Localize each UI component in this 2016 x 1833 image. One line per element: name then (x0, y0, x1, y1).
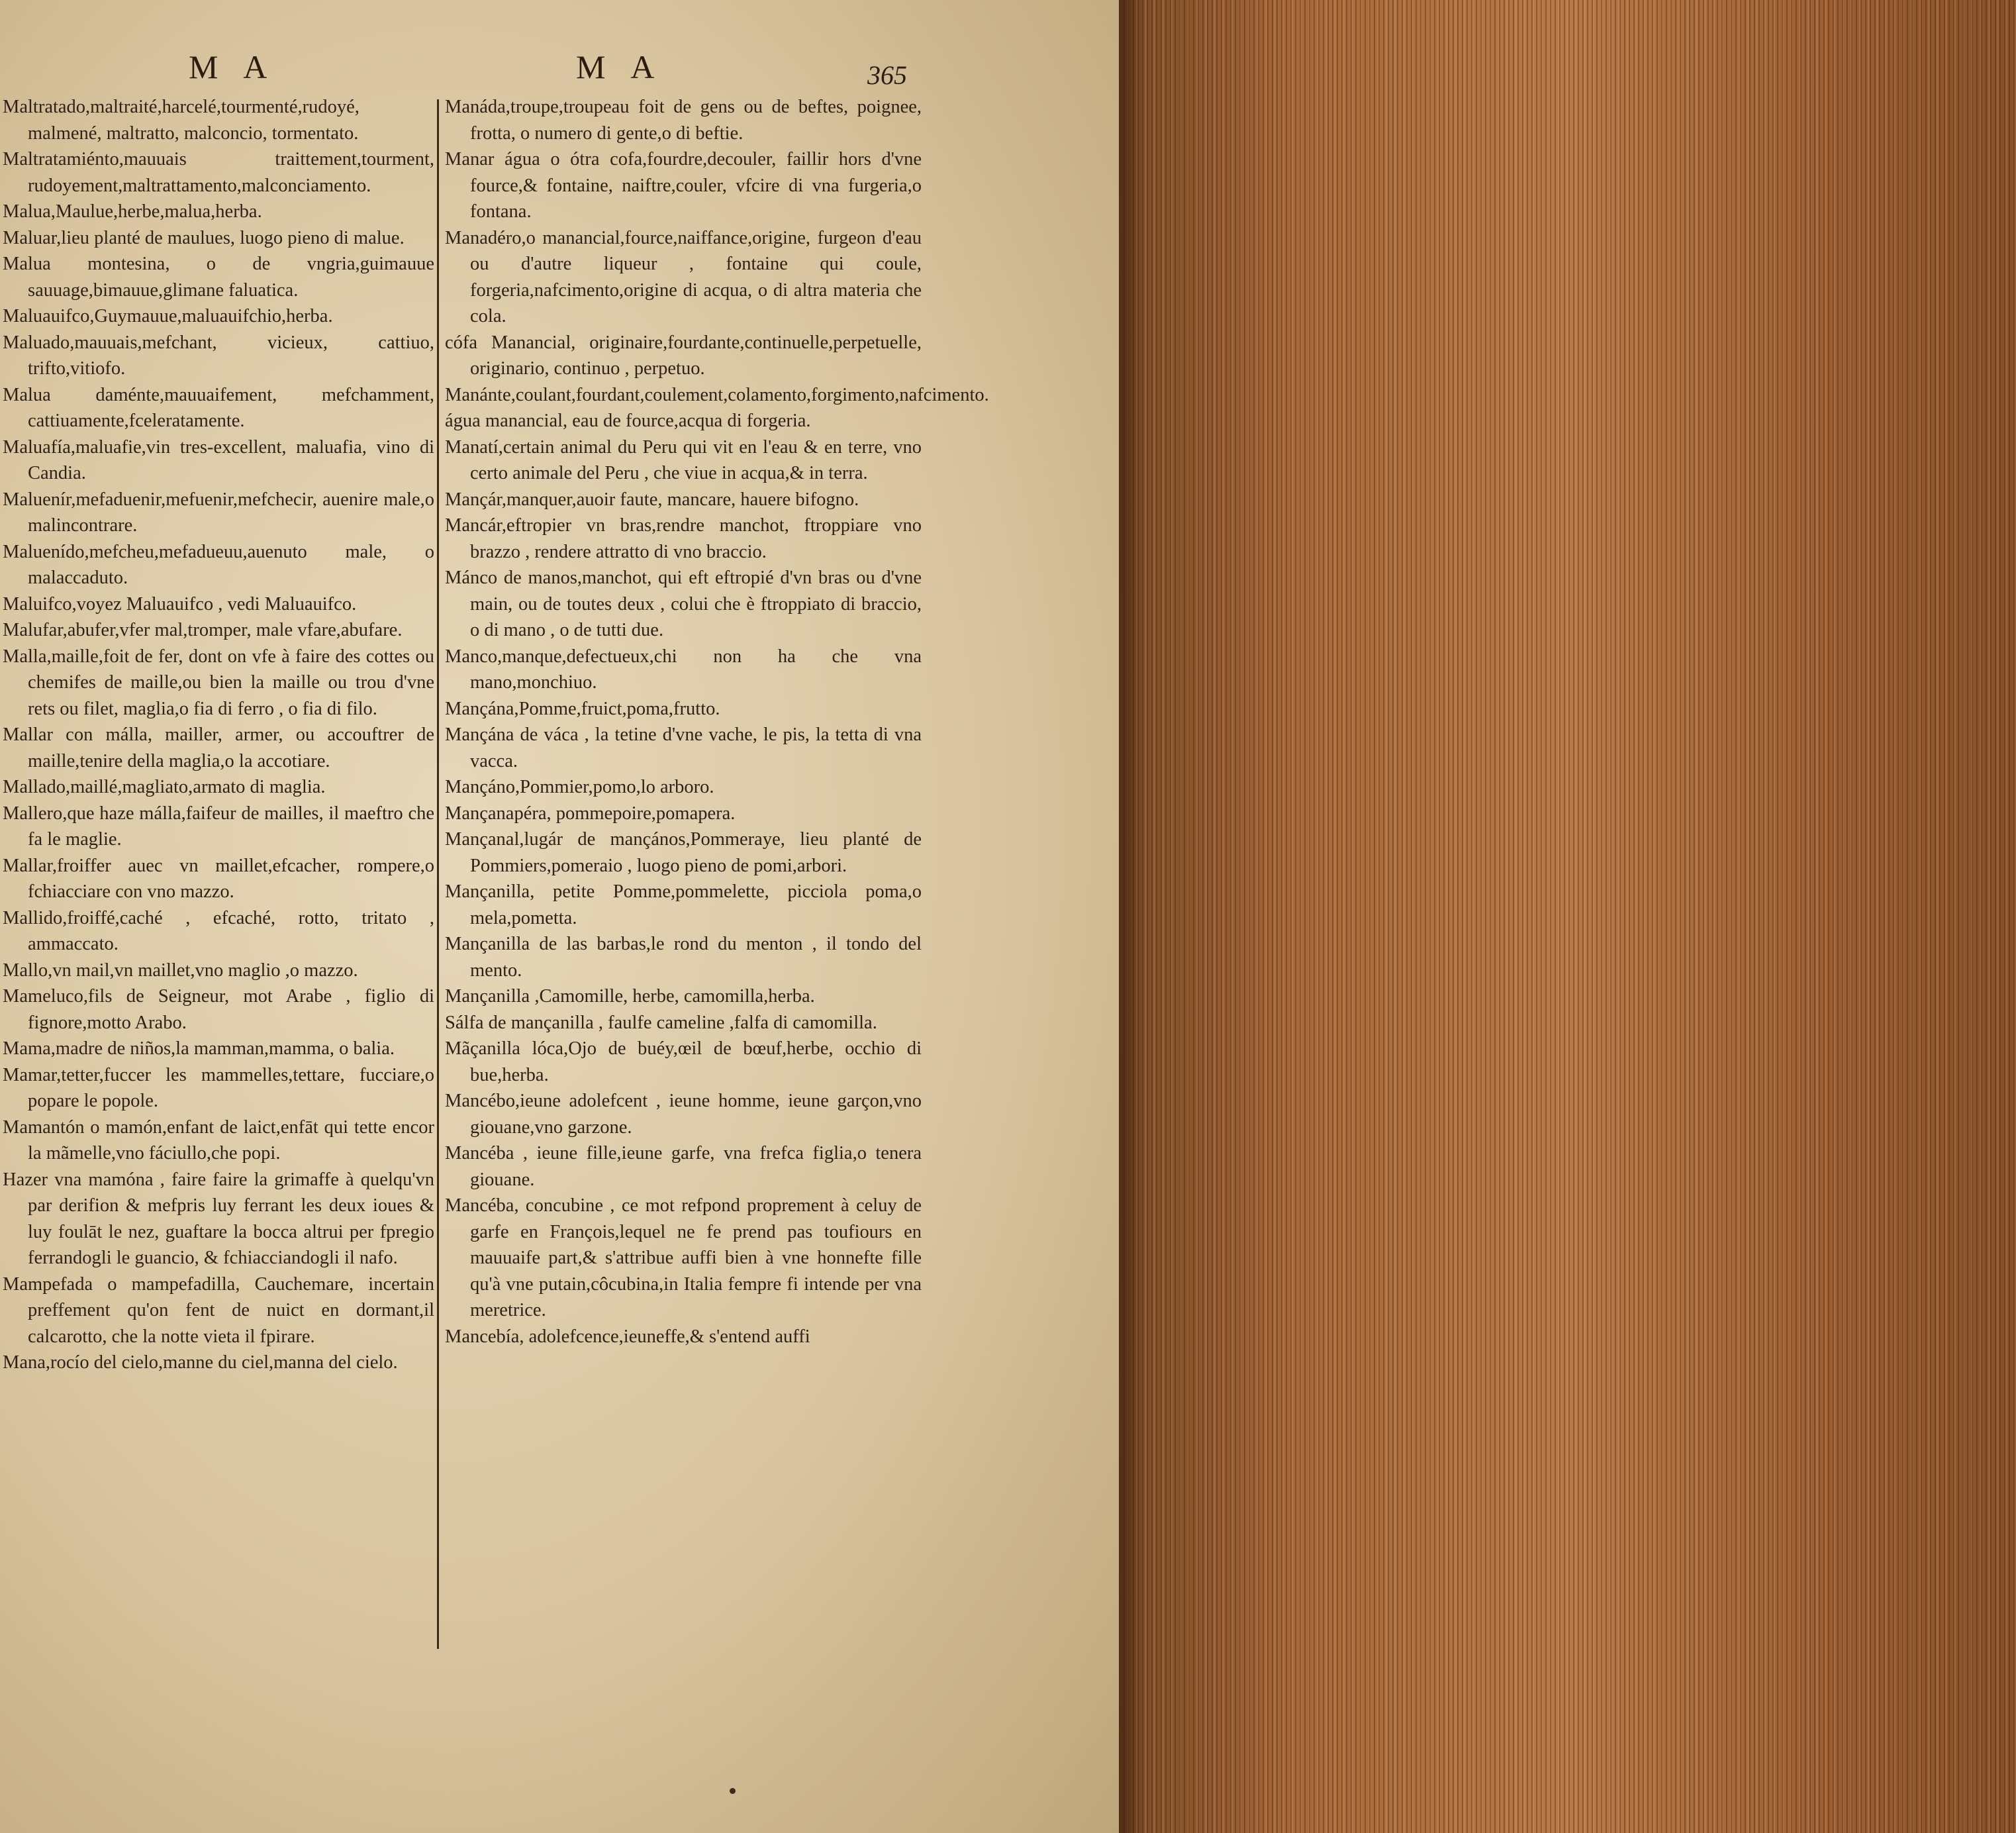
dictionary-entry: Mallar,froiffer auec vn maillet,efcacher, rompere,o fchiacciare con vno mazzo. (3, 855, 434, 902)
dictionary-entry: Maluafía,maluafie,vin tres-excellent, maluafia, vino di Candia. (3, 436, 434, 483)
dictionary-entry: Mameluco,fils de Seigneur, mot Arabe , figlio di fignore,motto Arabo. (3, 986, 434, 1033)
dictionary-entry: Maluauifco,Guymauue,maluauifchio,herba. (3, 306, 333, 326)
dictionary-entry: Mancár,eftropier vn bras,rendre manchot, ftroppiare vno brazzo , rendere attratto di vno braccio. (445, 515, 922, 562)
dictionary-entry: Mallo,vn mail,vn maillet,vno maglio ,o mazzo. (3, 960, 358, 981)
dictionary-entry: Mánco de manos,manchot, qui eft eftropié d'vn bras ou d'vne main, ou de toutes deux , colui che è ftroppiato di braccio, o di mano , o de tutti due. (445, 568, 922, 640)
dictionary-entry: Maluenír,mefaduenir,mefuenir,mefchecir, auenire male,o malincontrare. (3, 489, 434, 536)
dictionary-entry: Mallero,que haze málla,faifeur de mailles, il maeftro che fa le maglie. (3, 803, 434, 850)
dictionary-entry: Maluifco,voyez Maluauifco , vedi Maluauifco. (3, 593, 357, 615)
page-number: 365 (867, 60, 907, 90)
dictionary-entry: Mançanal,lugár de mançános,Pommeraye, lieu planté de Pommiers,pomeraio , luogo pieno de pomi,arbori. (445, 829, 922, 876)
column-rule (437, 99, 439, 1649)
dictionary-entry: Mançáno,Pommier,pomo,lo arboro. (445, 777, 714, 797)
dictionary-entry: Hazer vna mamóna , faire faire la grimaffe à quelqu'vn par derifion & mefpris luy ferrant les deux ioues & luy foulāt le nez, guaftare la bocca altrui per fpregio ferrandogli le guancio, & fchiacciandogli il nafo. (3, 1169, 434, 1268)
dictionary-entry: Mancéba , ieune fille,ieune garfe, vna frefca figlia,o tenera giouane. (445, 1143, 922, 1190)
gutter-shadow (1119, 0, 1145, 1833)
dictionary-entry: Mancéba, concubine , ce mot refpond proprement à celuy de garfe en François,lequel ne fe prend pas toufiours en mauuaife part,& s'attribue auffi bien à vne honnefte fille qu'à vne putain,côcubina,in Italia fempre fi intende per vna meretrice. (445, 1195, 922, 1320)
dictionary-entry: Maltratado,maltraité,harcelé,tourmenté,rudoyé, malmené, maltratto, malconcio, tormentato. (3, 97, 360, 144)
dictionary-entry: Mama,madre de niños,la mamman,mamma, o balia. (3, 1038, 395, 1059)
dictionary-entry: Mancebía, adolefcence,ieuneffe,& s'entend auffi (445, 1326, 810, 1347)
dictionary-entry: Mamar,tetter,fuccer les mammelles,tettare, fucciare,o popare le popole. (3, 1064, 434, 1111)
dictionary-entry: Manadéro,o manancial,fource,naiffance,origine, furgeon d'eau ou d'autre liqueur , fontaine qui coule, forgeria,nafcimento,origine di acqua, o di altra materia che cola. (445, 227, 922, 326)
dictionary-entry: Mançanapéra, pommepoire,pomapera. (445, 803, 736, 824)
dictionary-entry: Sálfa de mançanilla , faulfe cameline ,falfa di camomilla. (445, 1012, 877, 1033)
dictionary-entry: Manco,manque,defectueux,chi non ha che vna mano,monchiuo. (445, 646, 922, 693)
dictionary-entry: água manancial, eau de fource,acqua di forgeria. (445, 411, 811, 431)
dictionary-entry: Malufar,abufer,vfer mal,tromper, male vfare,abufare. (3, 620, 403, 640)
dictionary-entry: Manar água o ótra cofa,fourdre,decouler, faillir hors d'vne fource,& fontaine, naiftre,couler, vfcire di vna furgeria,o fontana. (445, 149, 922, 222)
dictionary-entry: cófa Manancial, originaire,fourdante,continuelle,perpetuelle, originario, continuo , perpetuo. (445, 332, 922, 379)
running-head-left: M A (189, 48, 277, 85)
dictionary-entry: Maluado,mauuais,mefchant, vicieux, cattiuo, trifto,vitiofo. (3, 332, 434, 379)
dictionary-entry: Malua,Maulue,herbe,malua,herba. (3, 201, 262, 222)
dictionary-entry: Mançanilla, petite Pomme,pommelette, picciola poma,o mela,pometta. (445, 881, 922, 928)
dictionary-entry: Mançána de váca , la tetine d'vne vache, le pis, la tetta di vna vacca. (445, 724, 922, 771)
dictionary-entry: Manatí,certain animal du Peru qui vit en l'eau & en terre, vno certo animale del Peru , che viue in acqua,& in terra. (445, 436, 922, 483)
dictionary-entry: Mallado,maillé,magliato,armato di maglia. (3, 777, 326, 797)
dictionary-entry: Mancébo,ieune adolefcent , ieune homme, ieune garçon,vno giouane,vno garzone. (445, 1091, 922, 1138)
dictionary-entry: Manáda,troupe,troupeau foit de gens ou de beftes, poignee, frotta, o numero di gente,o di beftie. (445, 97, 922, 144)
left-column (3, 94, 434, 1376)
dictionary-entry: Mampefada o mampefadilla, Cauchemare, incertain preffement qu'on fent de nuict en dormant,il calcarotto, che la notte vieta il fpirare. (3, 1273, 434, 1347)
ink-spot (730, 1788, 736, 1794)
dictionary-entry: Malua montesina, o de vngria,guimauue sauuage,bimauue,glimane faluatica. (3, 254, 434, 301)
dictionary-entry: Maluar,lieu planté de maulues, luogo pieno di malue. (3, 227, 405, 248)
dictionary-entry: Mançanilla de las barbas,le rond du menton , il tondo del mento. (445, 934, 922, 981)
dictionary-entry: Malla,maille,foit de fer, dont on vfe à faire des cottes ou chemifes de maille,ou bien la maille ou trou d'vne rets ou filet, maglia,o fia di ferro , o fia di filo. (3, 646, 434, 719)
dictionary-entry: Mançána,Pomme,fruict,poma,frutto. (445, 698, 720, 719)
dictionary-entry: Mançanilla ,Camomille, herbe, camomilla,herba. (445, 986, 815, 1007)
dictionary-entry: Mançár,manquer,auoir faute, mancare, hauere bifogno. (445, 489, 859, 510)
dictionary-entry: Malua daménte,mauuaifement, mefchamment, cattiuamente,fceleratamente. (3, 384, 434, 431)
dictionary-entry: Maluenído,mefcheu,mefadueuu,auenuto male, o malaccaduto. (3, 541, 434, 588)
dictionary-entry: Mallar con málla, mailler, armer, ou accouftrer de maille,tenire della maglia,o la accotiare. (3, 724, 434, 771)
book-page-edges (1119, 0, 2016, 1833)
dictionary-entry: Mana,rocío del cielo,manne du ciel,manna del cielo. (3, 1352, 398, 1373)
running-head-right: M A (576, 48, 664, 85)
dictionary-entry: Mamantón o mamón,enfant de laict,enfāt qui tette encor la mãmelle,vno fáciullo,che popi. (3, 1116, 434, 1164)
dictionary-entry: Manánte,coulant,fourdant,coulement,colamento,forgimento,nafcimento. (445, 384, 989, 405)
right-column (445, 94, 989, 1350)
dictionary-entry: Mallido,froiffé,caché , efcaché, rotto, tritato , ammaccato. (3, 907, 434, 954)
dictionary-entry: Maltratamiénto,mauuais traittement,tourment, rudoyement,maltrattamento,malconciamento. (3, 149, 434, 196)
dictionary-entry: Mãçanilla lóca,Ojo de buéy,œil de bœuf,herbe, occhio di bue,herba. (445, 1038, 922, 1085)
